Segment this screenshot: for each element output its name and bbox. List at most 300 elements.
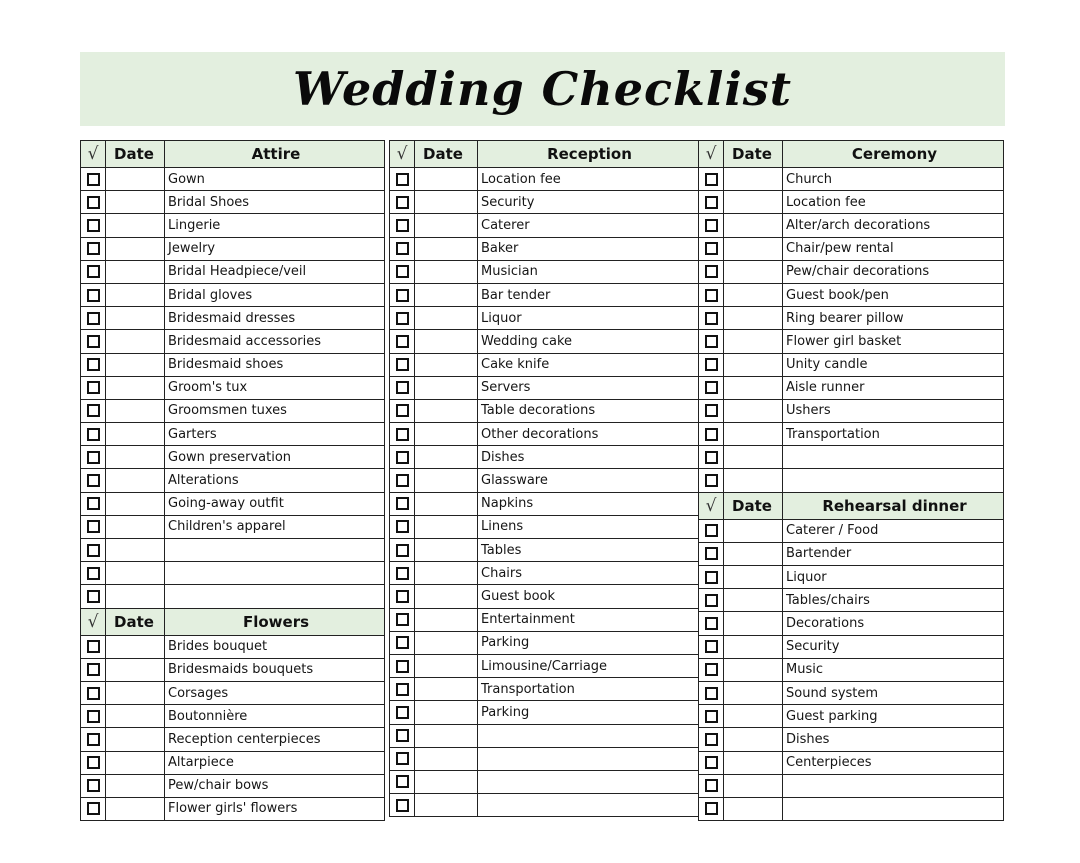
date-cell[interactable]: [106, 658, 165, 681]
table-row: [81, 797, 385, 820]
date-cell[interactable]: [106, 728, 165, 751]
item-label: Liquor: [478, 307, 699, 330]
date-cell[interactable]: [415, 654, 478, 677]
item-label: [783, 774, 1004, 797]
checkbox[interactable]: [87, 567, 100, 580]
date-cell[interactable]: [106, 399, 165, 422]
section-header: [81, 608, 385, 635]
item-label: Altarpiece: [165, 751, 385, 774]
checkbox[interactable]: [87, 265, 100, 278]
item-label: Alter/arch decorations: [783, 214, 1004, 237]
item-label: Chair/pew rental: [783, 237, 1004, 260]
table-row: [81, 260, 385, 283]
date-cell[interactable]: [724, 283, 783, 306]
date-cell[interactable]: [724, 589, 783, 612]
date-header: Date: [724, 492, 783, 519]
checkbox[interactable]: [705, 710, 718, 723]
checkbox[interactable]: [705, 802, 718, 815]
checkbox[interactable]: [87, 451, 100, 464]
checkbox[interactable]: [396, 683, 409, 696]
table-row: [390, 353, 699, 376]
checkbox[interactable]: [705, 242, 718, 255]
item-label: Chairs: [478, 562, 699, 585]
date-cell[interactable]: [106, 774, 165, 797]
check-header-icon: √: [87, 611, 99, 632]
table-row: [699, 566, 1004, 589]
section-header: [390, 141, 699, 168]
date-cell[interactable]: [106, 376, 165, 399]
table-row: [81, 539, 385, 562]
date-cell[interactable]: [415, 770, 478, 793]
date-cell[interactable]: [415, 724, 478, 747]
table-row: [390, 747, 699, 770]
checkbox[interactable]: [705, 571, 718, 584]
date-cell[interactable]: [724, 307, 783, 330]
table-row: [390, 191, 699, 214]
checkbox[interactable]: [396, 520, 409, 533]
checkbox[interactable]: [87, 474, 100, 487]
check-header-icon: √: [705, 495, 717, 516]
checkbox[interactable]: [705, 779, 718, 792]
checkbox[interactable]: [396, 335, 409, 348]
date-cell[interactable]: [415, 515, 478, 538]
item-label: Tables/chairs: [783, 589, 1004, 612]
item-label: Lingerie: [165, 214, 385, 237]
table-row: [390, 214, 699, 237]
date-cell[interactable]: [415, 585, 478, 608]
table-row: [81, 705, 385, 728]
item-label: Reception centerpieces: [165, 728, 385, 751]
checkbox[interactable]: [396, 289, 409, 302]
date-cell[interactable]: [415, 794, 478, 817]
title-banner: [80, 52, 1005, 126]
checkbox[interactable]: [396, 752, 409, 765]
item-label: Boutonnière: [165, 705, 385, 728]
table-row: [699, 191, 1004, 214]
item-label: Caterer: [478, 214, 699, 237]
item-label: Flower girl basket: [783, 330, 1004, 353]
date-cell[interactable]: [106, 307, 165, 330]
checkbox[interactable]: [705, 196, 718, 209]
date-cell[interactable]: [724, 635, 783, 658]
item-label: [165, 539, 385, 562]
table-row: [390, 515, 699, 538]
table-row: [699, 399, 1004, 422]
checkbox[interactable]: [87, 520, 100, 533]
date-cell[interactable]: [724, 237, 783, 260]
item-label: Location fee: [478, 168, 699, 191]
checkbox[interactable]: [705, 358, 718, 371]
checkbox[interactable]: [396, 312, 409, 325]
checkbox[interactable]: [87, 733, 100, 746]
item-label: Church: [783, 168, 1004, 191]
item-label: Going-away outfit: [165, 492, 385, 515]
checkbox[interactable]: [396, 613, 409, 626]
table-row: [390, 585, 699, 608]
date-cell[interactable]: [415, 283, 478, 306]
table-row: [390, 770, 699, 793]
date-cell[interactable]: [106, 283, 165, 306]
checklist-column-1: [80, 140, 385, 821]
table-row: [390, 283, 699, 306]
checkbox[interactable]: [396, 706, 409, 719]
item-label: Music: [783, 658, 1004, 681]
item-label: Table decorations: [478, 399, 699, 422]
item-label: Unity candle: [783, 353, 1004, 376]
table-row: [81, 283, 385, 306]
item-label: Limousine/Carriage: [478, 654, 699, 677]
table-row: [699, 237, 1004, 260]
date-cell[interactable]: [106, 191, 165, 214]
date-cell[interactable]: [415, 399, 478, 422]
date-cell[interactable]: [415, 608, 478, 631]
table-row: [81, 237, 385, 260]
date-cell[interactable]: [415, 631, 478, 654]
check-header-icon: √: [87, 144, 99, 164]
checkbox[interactable]: [87, 428, 100, 441]
date-cell[interactable]: [415, 237, 478, 260]
date-cell[interactable]: [415, 562, 478, 585]
table-row: [699, 751, 1004, 774]
item-label: Tables: [478, 539, 699, 562]
checkbox[interactable]: [87, 242, 100, 255]
checkbox[interactable]: [396, 428, 409, 441]
item-label: Alterations: [165, 469, 385, 492]
table-row: [81, 214, 385, 237]
date-cell[interactable]: [724, 446, 783, 469]
date-cell[interactable]: [724, 519, 783, 542]
date-cell[interactable]: [724, 353, 783, 376]
date-cell[interactable]: [724, 705, 783, 728]
date-cell[interactable]: [106, 353, 165, 376]
date-cell[interactable]: [415, 260, 478, 283]
table-row: [81, 585, 385, 608]
checkbox[interactable]: [87, 710, 100, 723]
checkbox[interactable]: [396, 474, 409, 487]
checkbox[interactable]: [87, 663, 100, 676]
checkbox[interactable]: [705, 451, 718, 464]
item-label: [165, 562, 385, 585]
checkbox[interactable]: [705, 547, 718, 560]
date-cell[interactable]: [724, 469, 783, 492]
date-cell[interactable]: [415, 353, 478, 376]
table-row: [81, 469, 385, 492]
checkbox[interactable]: [396, 196, 409, 209]
date-cell[interactable]: [106, 492, 165, 515]
date-cell[interactable]: [724, 168, 783, 191]
table-row: [390, 168, 699, 191]
date-cell[interactable]: [106, 515, 165, 538]
item-label: Linens: [478, 515, 699, 538]
item-label: [478, 747, 699, 770]
checkbox[interactable]: [705, 428, 718, 441]
date-cell[interactable]: [106, 797, 165, 820]
checkbox[interactable]: [705, 219, 718, 232]
date-cell[interactable]: [724, 423, 783, 446]
table-row: [81, 168, 385, 191]
date-cell[interactable]: [415, 701, 478, 724]
date-cell[interactable]: [106, 635, 165, 658]
date-cell[interactable]: [724, 774, 783, 797]
date-cell[interactable]: [724, 399, 783, 422]
checkbox[interactable]: [87, 219, 100, 232]
date-cell[interactable]: [415, 376, 478, 399]
checkbox[interactable]: [87, 590, 100, 603]
checkbox[interactable]: [396, 590, 409, 603]
table-row: [81, 423, 385, 446]
item-label: Bridesmaid accessories: [165, 330, 385, 353]
checkbox[interactable]: [87, 358, 100, 371]
item-label: [783, 469, 1004, 492]
date-cell[interactable]: [724, 566, 783, 589]
date-cell[interactable]: [415, 678, 478, 701]
date-cell[interactable]: [724, 191, 783, 214]
date-cell[interactable]: [724, 658, 783, 681]
checkbox[interactable]: [396, 775, 409, 788]
item-label: Sound system: [783, 681, 1004, 704]
date-cell[interactable]: [106, 260, 165, 283]
date-cell[interactable]: [106, 446, 165, 469]
checkbox[interactable]: [87, 687, 100, 700]
checkbox[interactable]: [396, 265, 409, 278]
checkbox[interactable]: [705, 733, 718, 746]
checkbox[interactable]: [705, 404, 718, 417]
item-label: Brides bouquet: [165, 635, 385, 658]
item-label: Bar tender: [478, 283, 699, 306]
section-header: [699, 141, 1004, 168]
checkbox[interactable]: [396, 544, 409, 557]
date-cell[interactable]: [106, 751, 165, 774]
checkbox[interactable]: [87, 173, 100, 186]
checkbox[interactable]: [705, 524, 718, 537]
checkbox[interactable]: [705, 173, 718, 186]
page-title: Wedding Checklist: [293, 62, 792, 116]
table-row: [699, 658, 1004, 681]
table-row: [699, 376, 1004, 399]
item-label: Glassware: [478, 469, 699, 492]
checkbox[interactable]: [87, 544, 100, 557]
date-cell[interactable]: [415, 307, 478, 330]
checkbox[interactable]: [396, 660, 409, 673]
checkbox[interactable]: [87, 640, 100, 653]
item-label: Bridal gloves: [165, 283, 385, 306]
checkbox[interactable]: [396, 173, 409, 186]
table-row: [390, 562, 699, 585]
checkbox[interactable]: [705, 381, 718, 394]
date-cell[interactable]: [106, 168, 165, 191]
checkbox[interactable]: [87, 779, 100, 792]
checkbox[interactable]: [705, 335, 718, 348]
item-label: Pew/chair decorations: [783, 260, 1004, 283]
date-cell[interactable]: [106, 469, 165, 492]
table-row: [81, 446, 385, 469]
checkbox[interactable]: [87, 335, 100, 348]
checkbox[interactable]: [705, 617, 718, 630]
table-row: [390, 307, 699, 330]
date-cell[interactable]: [415, 214, 478, 237]
checkbox[interactable]: [396, 799, 409, 812]
date-cell[interactable]: [724, 330, 783, 353]
item-label: Other decorations: [478, 423, 699, 446]
table-row: [81, 376, 385, 399]
item-label: Location fee: [783, 191, 1004, 214]
date-cell[interactable]: [106, 214, 165, 237]
table-row: [81, 191, 385, 214]
checkbox[interactable]: [396, 567, 409, 580]
checkbox[interactable]: [87, 756, 100, 769]
checkbox[interactable]: [705, 474, 718, 487]
checkbox[interactable]: [396, 636, 409, 649]
item-label: Corsages: [165, 681, 385, 704]
item-label: Garters: [165, 423, 385, 446]
table-row: [81, 681, 385, 704]
item-label: Wedding cake: [478, 330, 699, 353]
checklist-column-3: [698, 140, 1004, 821]
date-cell[interactable]: [724, 376, 783, 399]
date-cell[interactable]: [415, 539, 478, 562]
item-label: [478, 794, 699, 817]
date-cell[interactable]: [724, 681, 783, 704]
checkbox[interactable]: [396, 404, 409, 417]
checkbox[interactable]: [705, 640, 718, 653]
date-cell[interactable]: [724, 214, 783, 237]
date-cell[interactable]: [415, 747, 478, 770]
table-row: [390, 539, 699, 562]
date-cell[interactable]: [415, 191, 478, 214]
section-title: Rehearsal dinner: [783, 492, 1004, 519]
table-row: [390, 260, 699, 283]
table-row: [390, 446, 699, 469]
item-label: Ring bearer pillow: [783, 307, 1004, 330]
date-cell[interactable]: [415, 469, 478, 492]
checkbox[interactable]: [87, 289, 100, 302]
checkbox[interactable]: [396, 729, 409, 742]
checkbox[interactable]: [396, 358, 409, 371]
date-cell[interactable]: [415, 446, 478, 469]
checkbox[interactable]: [705, 312, 718, 325]
checkbox[interactable]: [396, 242, 409, 255]
date-cell[interactable]: [106, 585, 165, 608]
section-title: Flowers: [165, 608, 385, 635]
date-cell[interactable]: [106, 539, 165, 562]
checkbox[interactable]: [705, 756, 718, 769]
date-cell[interactable]: [106, 423, 165, 446]
item-label: Transportation: [478, 678, 699, 701]
item-label: Baker: [478, 237, 699, 260]
section-header: [81, 141, 385, 168]
table-row: [699, 589, 1004, 612]
date-cell[interactable]: [106, 705, 165, 728]
checkbox[interactable]: [87, 404, 100, 417]
date-cell[interactable]: [724, 612, 783, 635]
table-row: [81, 399, 385, 422]
table-row: [81, 658, 385, 681]
item-label: [783, 446, 1004, 469]
date-cell[interactable]: [415, 168, 478, 191]
item-label: Guest parking: [783, 705, 1004, 728]
table-row: [699, 330, 1004, 353]
item-label: Guest book/pen: [783, 283, 1004, 306]
table-row: [81, 492, 385, 515]
table-row: [390, 237, 699, 260]
checkbox[interactable]: [705, 265, 718, 278]
checkbox[interactable]: [396, 381, 409, 394]
date-cell[interactable]: [724, 728, 783, 751]
date-cell[interactable]: [724, 542, 783, 565]
date-header: Date: [106, 608, 165, 635]
item-label: Caterer / Food: [783, 519, 1004, 542]
checkbox[interactable]: [705, 594, 718, 607]
date-cell[interactable]: [415, 423, 478, 446]
item-label: Security: [783, 635, 1004, 658]
date-cell[interactable]: [106, 237, 165, 260]
table-row: [699, 728, 1004, 751]
table-row: [699, 635, 1004, 658]
item-label: Cake knife: [478, 353, 699, 376]
date-cell[interactable]: [106, 562, 165, 585]
item-label: Bartender: [783, 542, 1004, 565]
item-label: Ushers: [783, 399, 1004, 422]
checkbox[interactable]: [87, 802, 100, 815]
checkbox[interactable]: [87, 497, 100, 510]
item-label: Bridesmaid dresses: [165, 307, 385, 330]
checkbox[interactable]: [396, 451, 409, 464]
table-row: [81, 635, 385, 658]
checkbox[interactable]: [87, 196, 100, 209]
item-label: Gown: [165, 168, 385, 191]
table-row: [81, 751, 385, 774]
date-cell[interactable]: [415, 492, 478, 515]
date-cell[interactable]: [106, 330, 165, 353]
item-label: Entertainment: [478, 608, 699, 631]
date-cell[interactable]: [724, 751, 783, 774]
table-row: [390, 631, 699, 654]
table-row: [699, 519, 1004, 542]
table-row: [81, 353, 385, 376]
table-row: [699, 307, 1004, 330]
table-row: [81, 774, 385, 797]
table-row: [390, 608, 699, 631]
table-row: [390, 492, 699, 515]
checkbox[interactable]: [396, 219, 409, 232]
table-row: [699, 260, 1004, 283]
table-row: [699, 469, 1004, 492]
checkbox[interactable]: [705, 663, 718, 676]
table-row: [390, 399, 699, 422]
checkbox[interactable]: [705, 687, 718, 700]
item-label: Groomsmen tuxes: [165, 399, 385, 422]
item-label: Transportation: [783, 423, 1004, 446]
item-label: Centerpieces: [783, 751, 1004, 774]
date-cell[interactable]: [415, 330, 478, 353]
table-row: [699, 168, 1004, 191]
section-header: [699, 492, 1004, 519]
section-title: Attire: [165, 141, 385, 168]
date-cell[interactable]: [106, 681, 165, 704]
date-header: Date: [415, 141, 478, 168]
date-cell[interactable]: [724, 797, 783, 820]
item-label: Guest book: [478, 585, 699, 608]
checkbox[interactable]: [87, 312, 100, 325]
item-label: Bridesmaids bouquets: [165, 658, 385, 681]
checkbox[interactable]: [396, 497, 409, 510]
checkbox[interactable]: [87, 381, 100, 394]
checkbox[interactable]: [705, 289, 718, 302]
table-row: [390, 469, 699, 492]
table-row: [390, 678, 699, 701]
item-label: [478, 724, 699, 747]
date-cell[interactable]: [724, 260, 783, 283]
